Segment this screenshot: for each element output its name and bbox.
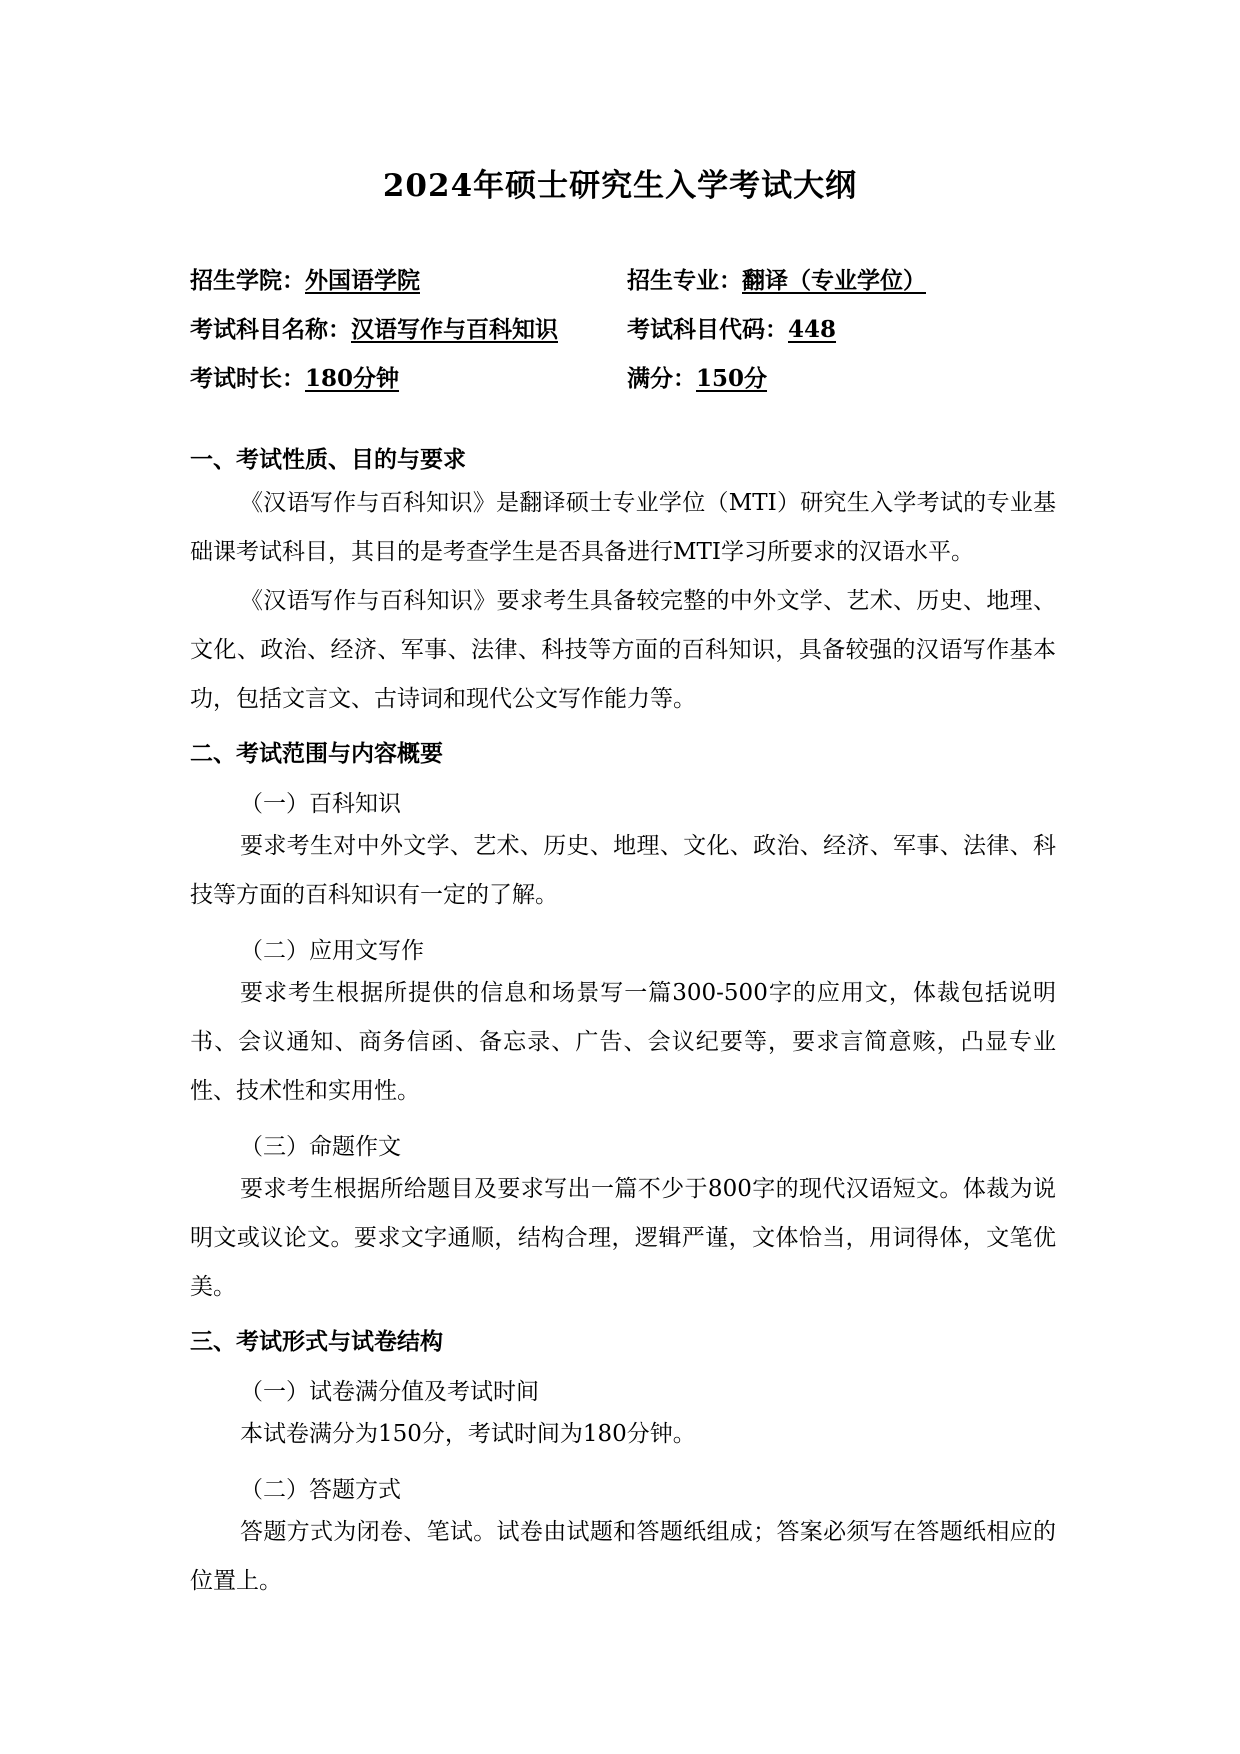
section3-paragraph-1: 本试卷满分为150分，考试时间为180分钟。 (240, 1421, 696, 1447)
section-heading-1: 一、考试性质、目的与要求 (190, 446, 466, 473)
section3-paragraph-2: 答题方式为闭卷、笔试。试卷由试题和答题纸组成；答案必须写在答题纸相应的位置上。 (190, 1519, 1056, 1594)
section1-paragraph-1: 《汉语写作与百科知识》是翻译硕士专业学位（MTI）研究生入学考试的专业基础课考试科目，其目的是考查学生是否具备进行MTI学习所要求的汉语水平。 (190, 490, 1056, 565)
score-value: 150分 (696, 365, 768, 392)
section2-paragraph-2: 要求考生根据所提供的信息和场景写一篇300-500字的应用文，体裁包括说明书、会议通知、商务信函、备忘录、广告、会议纪要等，要求言简意赅，凸显专业性、技术性和实用性。 (190, 980, 1056, 1104)
section2-subheading-2: （二）应用文写作 (240, 938, 424, 964)
major-value: 翻译（专业学位） (742, 267, 926, 294)
code-label: 考试科目代码： (627, 316, 788, 343)
subject-value: 汉语写作与百科知识 (351, 316, 558, 343)
section2-subheading-3: （三）命题作文 (240, 1134, 401, 1160)
code-value: 448 (788, 316, 837, 343)
section1-paragraph-2: 《汉语写作与百科知识》要求考生具备较完整的中外文学、艺术、历史、地理、文化、政治、经济、军事、法律、科技等方面的百科知识，具备较强的汉语写作基本功，包括文言文、古诗词和现代公文写作能力等。 (190, 588, 1056, 712)
section3-subheading-2: （二）答题方式 (240, 1477, 401, 1503)
score-label: 满分： (627, 365, 696, 392)
code-field (627, 311, 836, 344)
page-title: 2024年硕士研究生入学考试大纲 (382, 168, 858, 204)
major-label: 招生专业： (627, 267, 742, 294)
section-heading-3: 三、考试形式与试卷结构 (190, 1328, 443, 1355)
duration-field (190, 360, 399, 393)
subject-field (190, 311, 558, 344)
college-label: 招生学院： (190, 267, 305, 294)
score-field (627, 360, 767, 393)
section2-paragraph-1: 要求考生对中外文学、艺术、历史、地理、文化、政治、经济、军事、法律、科技等方面的百科知识有一定的了解。 (190, 833, 1056, 908)
section2-paragraph-3: 要求考生根据所给题目及要求写出一篇不少于800字的现代汉语短文。体裁为说明文或议论文。要求文字通顺，结构合理，逻辑严谨，文体恰当，用词得体，文笔优美。 (190, 1176, 1056, 1300)
section-heading-2: 二、考试范围与内容概要 (190, 740, 443, 767)
duration-label: 考试时长： (190, 365, 305, 392)
college-field (190, 262, 420, 295)
section2-subheading-1: （一）百科知识 (240, 791, 401, 817)
subject-label: 考试科目名称： (190, 316, 351, 343)
duration-value: 180分钟 (305, 365, 400, 392)
major-field (627, 262, 926, 295)
college-value: 外国语学院 (305, 267, 420, 294)
section3-subheading-1: （一）试卷满分值及考试时间 (240, 1379, 539, 1405)
